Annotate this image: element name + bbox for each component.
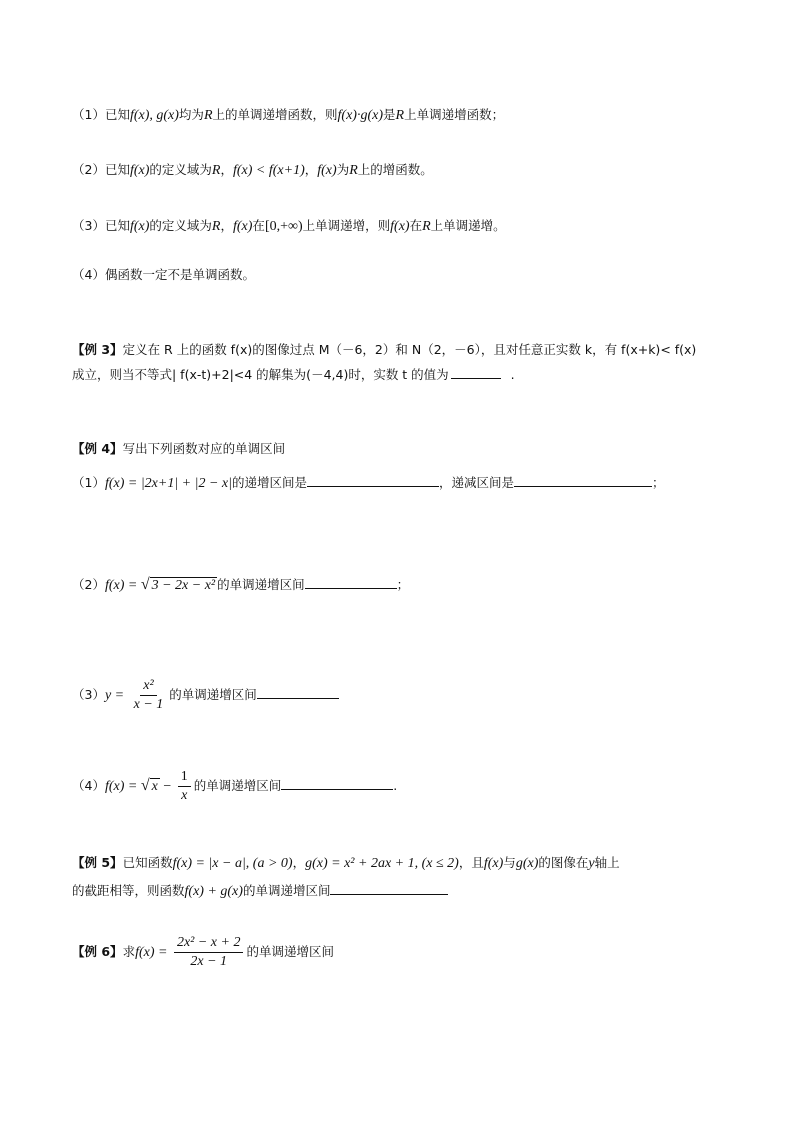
fraction-numerator: 2x² − x + 2: [174, 934, 244, 953]
example-4-q2: [72, 576, 409, 595]
text: 的单调递增区间: [193, 778, 282, 793]
text: 的截距相等，则函数: [72, 883, 185, 898]
math-lhs: f(x) =: [135, 945, 171, 960]
example-4-q3: [72, 677, 339, 714]
math-gx: g(x): [515, 856, 539, 871]
math-fx: f(x): [232, 219, 253, 234]
sqrt-icon: √: [140, 777, 150, 794]
text: 的单调递增区间: [246, 944, 334, 959]
example-6-tag: 【例 6】: [72, 944, 123, 959]
answer-blank[interactable]: [307, 474, 439, 487]
math-y: y: [588, 856, 595, 871]
text: 与: [503, 855, 516, 870]
math-fx: f(x): [129, 219, 150, 234]
example-3-line-1: [72, 341, 696, 359]
text: 轴上: [594, 855, 620, 870]
fraction-denominator: x − 1: [133, 697, 164, 712]
text: 在: [409, 218, 423, 233]
example-6: [72, 934, 334, 971]
math-lhs: f(x) =: [104, 578, 141, 593]
math-R: R: [395, 108, 405, 123]
text: 上的增函数。: [357, 162, 433, 177]
answer-blank[interactable]: [257, 686, 339, 699]
example-3-text: 定义在 R 上的函数 f(x)的图像过点 M（－6，2）和 N（2，－6），且对任意正实数 k，有 f(x+k)< f(x): [122, 342, 697, 357]
text: 的定义域为: [149, 162, 212, 177]
answer-blank[interactable]: [514, 474, 652, 487]
text: ，: [220, 218, 233, 233]
text: 为: [336, 162, 350, 177]
question-label: （4）: [72, 778, 105, 793]
text: 上单调递增函数；: [404, 107, 505, 122]
math-radicand: 3 − 2x − x²: [151, 578, 216, 593]
answer-blank[interactable]: [451, 366, 501, 379]
math-radicand: x: [151, 779, 158, 794]
fraction-numerator: x²: [140, 677, 156, 696]
text: .: [393, 778, 398, 793]
text: 已知函数: [122, 855, 173, 870]
math-fx-gx: f(x), g(x): [129, 108, 179, 123]
statement-4: （4）偶函数一定不是单调函数。: [72, 267, 255, 282]
text: ，递减区间是: [439, 475, 515, 490]
text: 的单调递增区间: [217, 577, 305, 592]
example-5-tag: 【例 5】: [72, 855, 123, 870]
math-product: f(x)·g(x): [337, 108, 383, 123]
statement-3-label: （3）已知: [72, 218, 130, 233]
math-minus: −: [159, 779, 175, 794]
math-fx: f(x): [483, 856, 504, 871]
fraction-denominator: x: [181, 788, 188, 803]
math-f: f(x) = |x − a|, (a > 0): [172, 856, 293, 871]
answer-blank[interactable]: [281, 777, 393, 790]
text: 均为: [178, 107, 204, 122]
statement-1-label: （1）已知: [72, 107, 130, 122]
math-fx: f(x): [129, 163, 150, 178]
math-fraction: [174, 934, 244, 971]
text: 上单调递增。: [430, 218, 506, 233]
text: 是: [382, 107, 396, 122]
text: ；: [652, 475, 665, 490]
math-sum: f(x) + g(x): [184, 884, 243, 899]
question-label: （1）: [72, 475, 105, 490]
text: 在: [252, 218, 265, 233]
example-4-q4: [72, 768, 397, 805]
sqrt-icon: √: [140, 576, 150, 593]
statement-1: [72, 106, 504, 125]
math-R: R: [211, 219, 221, 234]
math-R: R: [422, 219, 431, 234]
example-3-tag: 【例 3】: [72, 342, 123, 357]
example-4-text: 写出下列函数对应的单调区间: [122, 441, 286, 456]
text: 上的单调递增函数，则: [212, 107, 338, 122]
statement-2-label: （2）已知: [72, 162, 130, 177]
text: 求: [122, 944, 136, 959]
fraction-denominator: 2x − 1: [190, 954, 228, 969]
answer-blank[interactable]: [330, 882, 448, 895]
example-5-line-2: [72, 882, 448, 901]
example-3-text: 成立，则当不等式| f(x-t)+2|<4 的解集为(－4,4)时，实数 t 的值为: [72, 367, 449, 382]
example-5-line-1: [72, 854, 620, 873]
text: 的递增区间是: [232, 475, 308, 490]
text: 的图像在: [538, 855, 589, 870]
text: 的单调递增区间: [169, 687, 257, 702]
statement-3: [72, 217, 506, 236]
example-4-q1: [72, 474, 665, 493]
math-lhs: y =: [104, 688, 128, 703]
text: ，且: [458, 855, 484, 870]
statement-2: [72, 161, 433, 180]
text: ，: [304, 162, 318, 177]
math-interval: [0,+∞): [264, 219, 303, 234]
math-fx: f(x): [390, 219, 410, 234]
example-4-title: [72, 440, 285, 458]
answer-blank[interactable]: [305, 576, 397, 589]
math-inequality: f(x) < f(x+1): [232, 163, 305, 178]
math-R: R: [211, 163, 221, 178]
text: ，: [292, 855, 306, 870]
text: .: [510, 367, 515, 382]
math-fraction: [178, 768, 191, 805]
example-3-line-2: [72, 366, 515, 384]
text: 的单调递增区间: [242, 883, 331, 898]
question-label: （3）: [72, 687, 105, 702]
question-label: （2）: [72, 577, 105, 592]
math-R: R: [203, 108, 213, 123]
example-4-tag: 【例 4】: [72, 441, 123, 456]
math-fraction: [131, 677, 167, 714]
text: 上单调递增，则: [302, 218, 391, 233]
math-fx: f(x): [317, 163, 337, 178]
math-lhs: f(x) =: [104, 779, 141, 794]
math-R: R: [349, 163, 358, 178]
math-g: g(x) = x² + 2ax + 1, (x ≤ 2): [305, 856, 459, 871]
math-function: f(x) = |2x+1| + |2 − x|: [104, 476, 232, 491]
text: 的定义域为: [149, 218, 212, 233]
fraction-numerator: 1: [178, 768, 191, 787]
text: ，: [220, 162, 233, 177]
text: ；: [396, 577, 410, 592]
